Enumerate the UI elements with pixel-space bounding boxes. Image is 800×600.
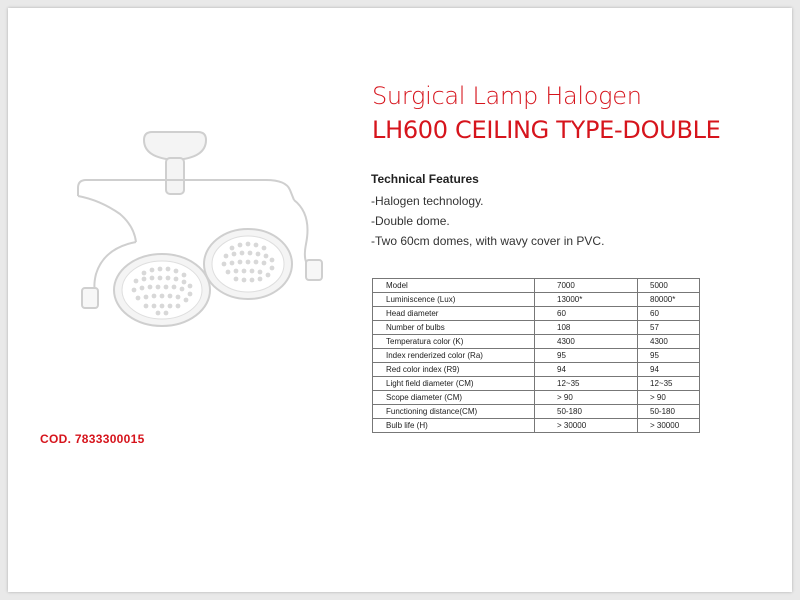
- feature-item: -Halogen technology.: [371, 194, 484, 208]
- spec-label: Scope diameter (CM): [373, 391, 535, 405]
- spec-label: Bulb life (H): [373, 419, 535, 433]
- spec-value-a: > 90: [535, 391, 638, 405]
- spec-value-a: 4300: [535, 335, 638, 349]
- table-row: [373, 405, 700, 419]
- spec-value-b: 12~35: [638, 377, 700, 391]
- spec-value-b: > 30000: [638, 419, 700, 433]
- spec-label: Functioning distance(CM): [373, 405, 535, 419]
- spec-label: Temperatura color (K): [373, 335, 535, 349]
- feature-item: -Two 60cm domes, with wavy cover in PVC.: [371, 234, 605, 248]
- spec-label: Model: [373, 279, 535, 293]
- table-row: [373, 419, 700, 433]
- spec-value-b: 80000*: [638, 293, 700, 307]
- features-heading: Technical Features: [371, 172, 479, 186]
- spec-value-b: 57: [638, 321, 700, 335]
- spec-value-b: 94: [638, 363, 700, 377]
- spec-value-a: 94: [535, 363, 638, 377]
- spec-value-a: 95: [535, 349, 638, 363]
- spec-label: Red color index (R9): [373, 363, 535, 377]
- spec-label: Head diameter: [373, 307, 535, 321]
- table-row: [373, 307, 700, 321]
- table-row: [373, 349, 700, 363]
- spec-value-a: 60: [535, 307, 638, 321]
- table-row: [373, 279, 700, 293]
- spec-label: Light field diameter (CM): [373, 377, 535, 391]
- spec-label: Number of bulbs: [373, 321, 535, 335]
- surgical-lamp-image: [60, 118, 330, 328]
- table-row: [373, 391, 700, 405]
- spec-value-b: 5000: [638, 279, 700, 293]
- table-row: [373, 335, 700, 349]
- spec-value-a: 12~35: [535, 377, 638, 391]
- spec-value-b: 60: [638, 307, 700, 321]
- spec-label: Index renderized color (Ra): [373, 349, 535, 363]
- spec-value-a: 7000: [535, 279, 638, 293]
- spec-value-b: > 90: [638, 391, 700, 405]
- product-model-title: LH600 CEILING TYPE-DOUBLE: [372, 116, 721, 144]
- product-title: Surgical Lamp Halogen: [372, 82, 642, 110]
- spec-label: Luminiscence (Lux): [373, 293, 535, 307]
- catalog-page: [8, 8, 792, 592]
- spec-value-b: 50-180: [638, 405, 700, 419]
- table-row: [373, 293, 700, 307]
- table-row: [373, 377, 700, 391]
- spec-value-a: > 30000: [535, 419, 638, 433]
- spec-value-b: 95: [638, 349, 700, 363]
- feature-item: -Double dome.: [371, 214, 450, 228]
- spec-value-a: 13000*: [535, 293, 638, 307]
- spec-value-b: 4300: [638, 335, 700, 349]
- product-code: COD. 7833300015: [40, 432, 145, 446]
- table-row: [373, 363, 700, 377]
- spec-value-a: 108: [535, 321, 638, 335]
- spec-value-a: 50-180: [535, 405, 638, 419]
- specifications-table: [372, 278, 700, 433]
- table-row: [373, 321, 700, 335]
